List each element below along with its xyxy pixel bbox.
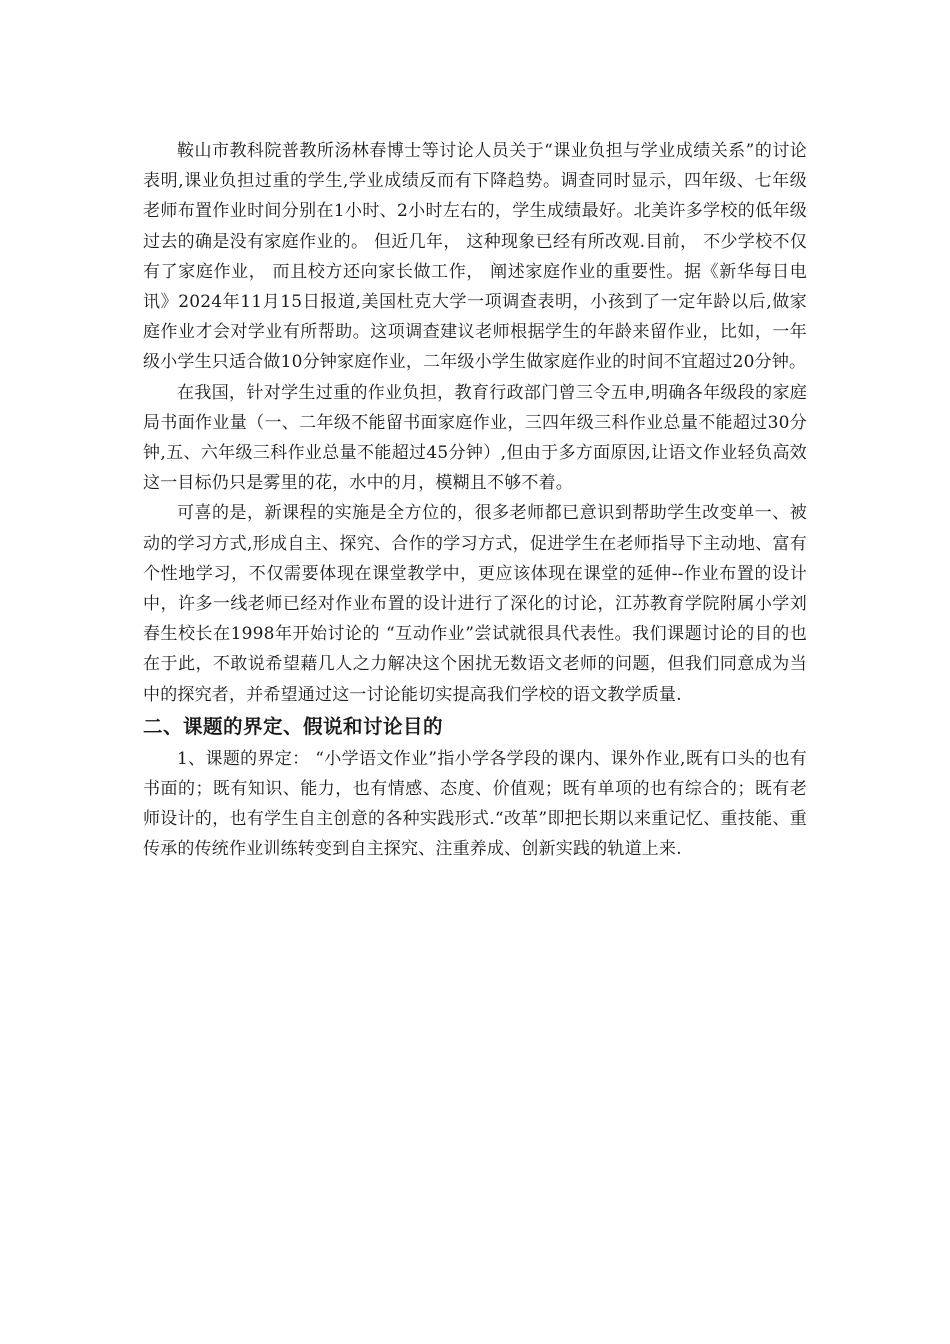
paragraph-research-findings: 鞍山市教科院普教所汤林春博士等讨论人员关于“课业负担与学业成绩关系”的讨论表明,课业负担过重的学生,学业成绩反而有下降趋势。调查同时显示，四年级、七年级老师布置作业时间分别在1小时、2小时左右的，学生成绩最好。北美许多学校的低年级过去的确是没有家庭作业的。 但近几年， 这种现象已经有所改观.目前， 不少学校不仅有了家庭作业， 而且校方还向家长做工作， 阐述家庭作业的重要性。据《新华每日电讯》2024年11月15日报道,美国杜克大学一项调查表明，小孩到了一定年龄以后,做家庭作业才会对学业有所帮助。这项调查建议老师根据学生的年龄来留作业，比如，一年级小学生只适合做10分钟家庭作业，二年级小学生做家庭作业的时间不宜超过20分钟。 — [143, 141, 807, 373]
paragraph-domestic-policy: 在我国，针对学生过重的作业负担，教育行政部门曾三令五申,明确各年级段的家庭局书面作业量（一、二年级不能留书面家庭作业，三四年级三科作业总量不能超过30分钟,五、六年级三科作业总量不能超过45分钟）,但由于多方面原因,让语文作业轻负高效这一目标仍只是雾里的花，水中的月，模糊且不够不着。 — [143, 382, 807, 494]
section-heading: 二、课题的界定、假说和讨论目的 — [143, 714, 444, 738]
paragraph-new-curriculum: 可喜的是，新课程的实施是全方位的，很多老师都已意识到帮助学生改变单一、被动的学习方式,形成自主、探究、合作的学习方式，促进学生在老师指导下主动地、富有个性地学习，不仅需要体现在课堂教学中，更应该体现在课堂的延伸--作业布置的设计中，许多一线老师已经对作业布置的设计进行了深化的讨论，江苏教育学院附属小学刘春生校长在1998年开始讨论的 “互动作业”尝试就很具代表性。我们课题讨论的目的也在于此，不敢说希望藉几人之力解决这个困扰无数语文老师的问题，但我们同意成为当中的探究者，并希望通过这一讨论能切实提高我们学校的语文教学质量. — [143, 503, 807, 705]
paragraph-topic-definition: 1、课题的界定： “小学语文作业”指小学各学段的课内、课外作业,既有口头的也有书面的；既有知识、能力，也有情感、态度、价值观；既有单项的也有综合的；既有老师设计的，也有学生自主创意的各种实践形式.“改革”即把长期以来重记忆、重技能、重传承的传统作业训练转变到自主探究、注重养成、创新实践的轨道上来. — [143, 748, 807, 860]
document-page — [143, 136, 807, 865]
